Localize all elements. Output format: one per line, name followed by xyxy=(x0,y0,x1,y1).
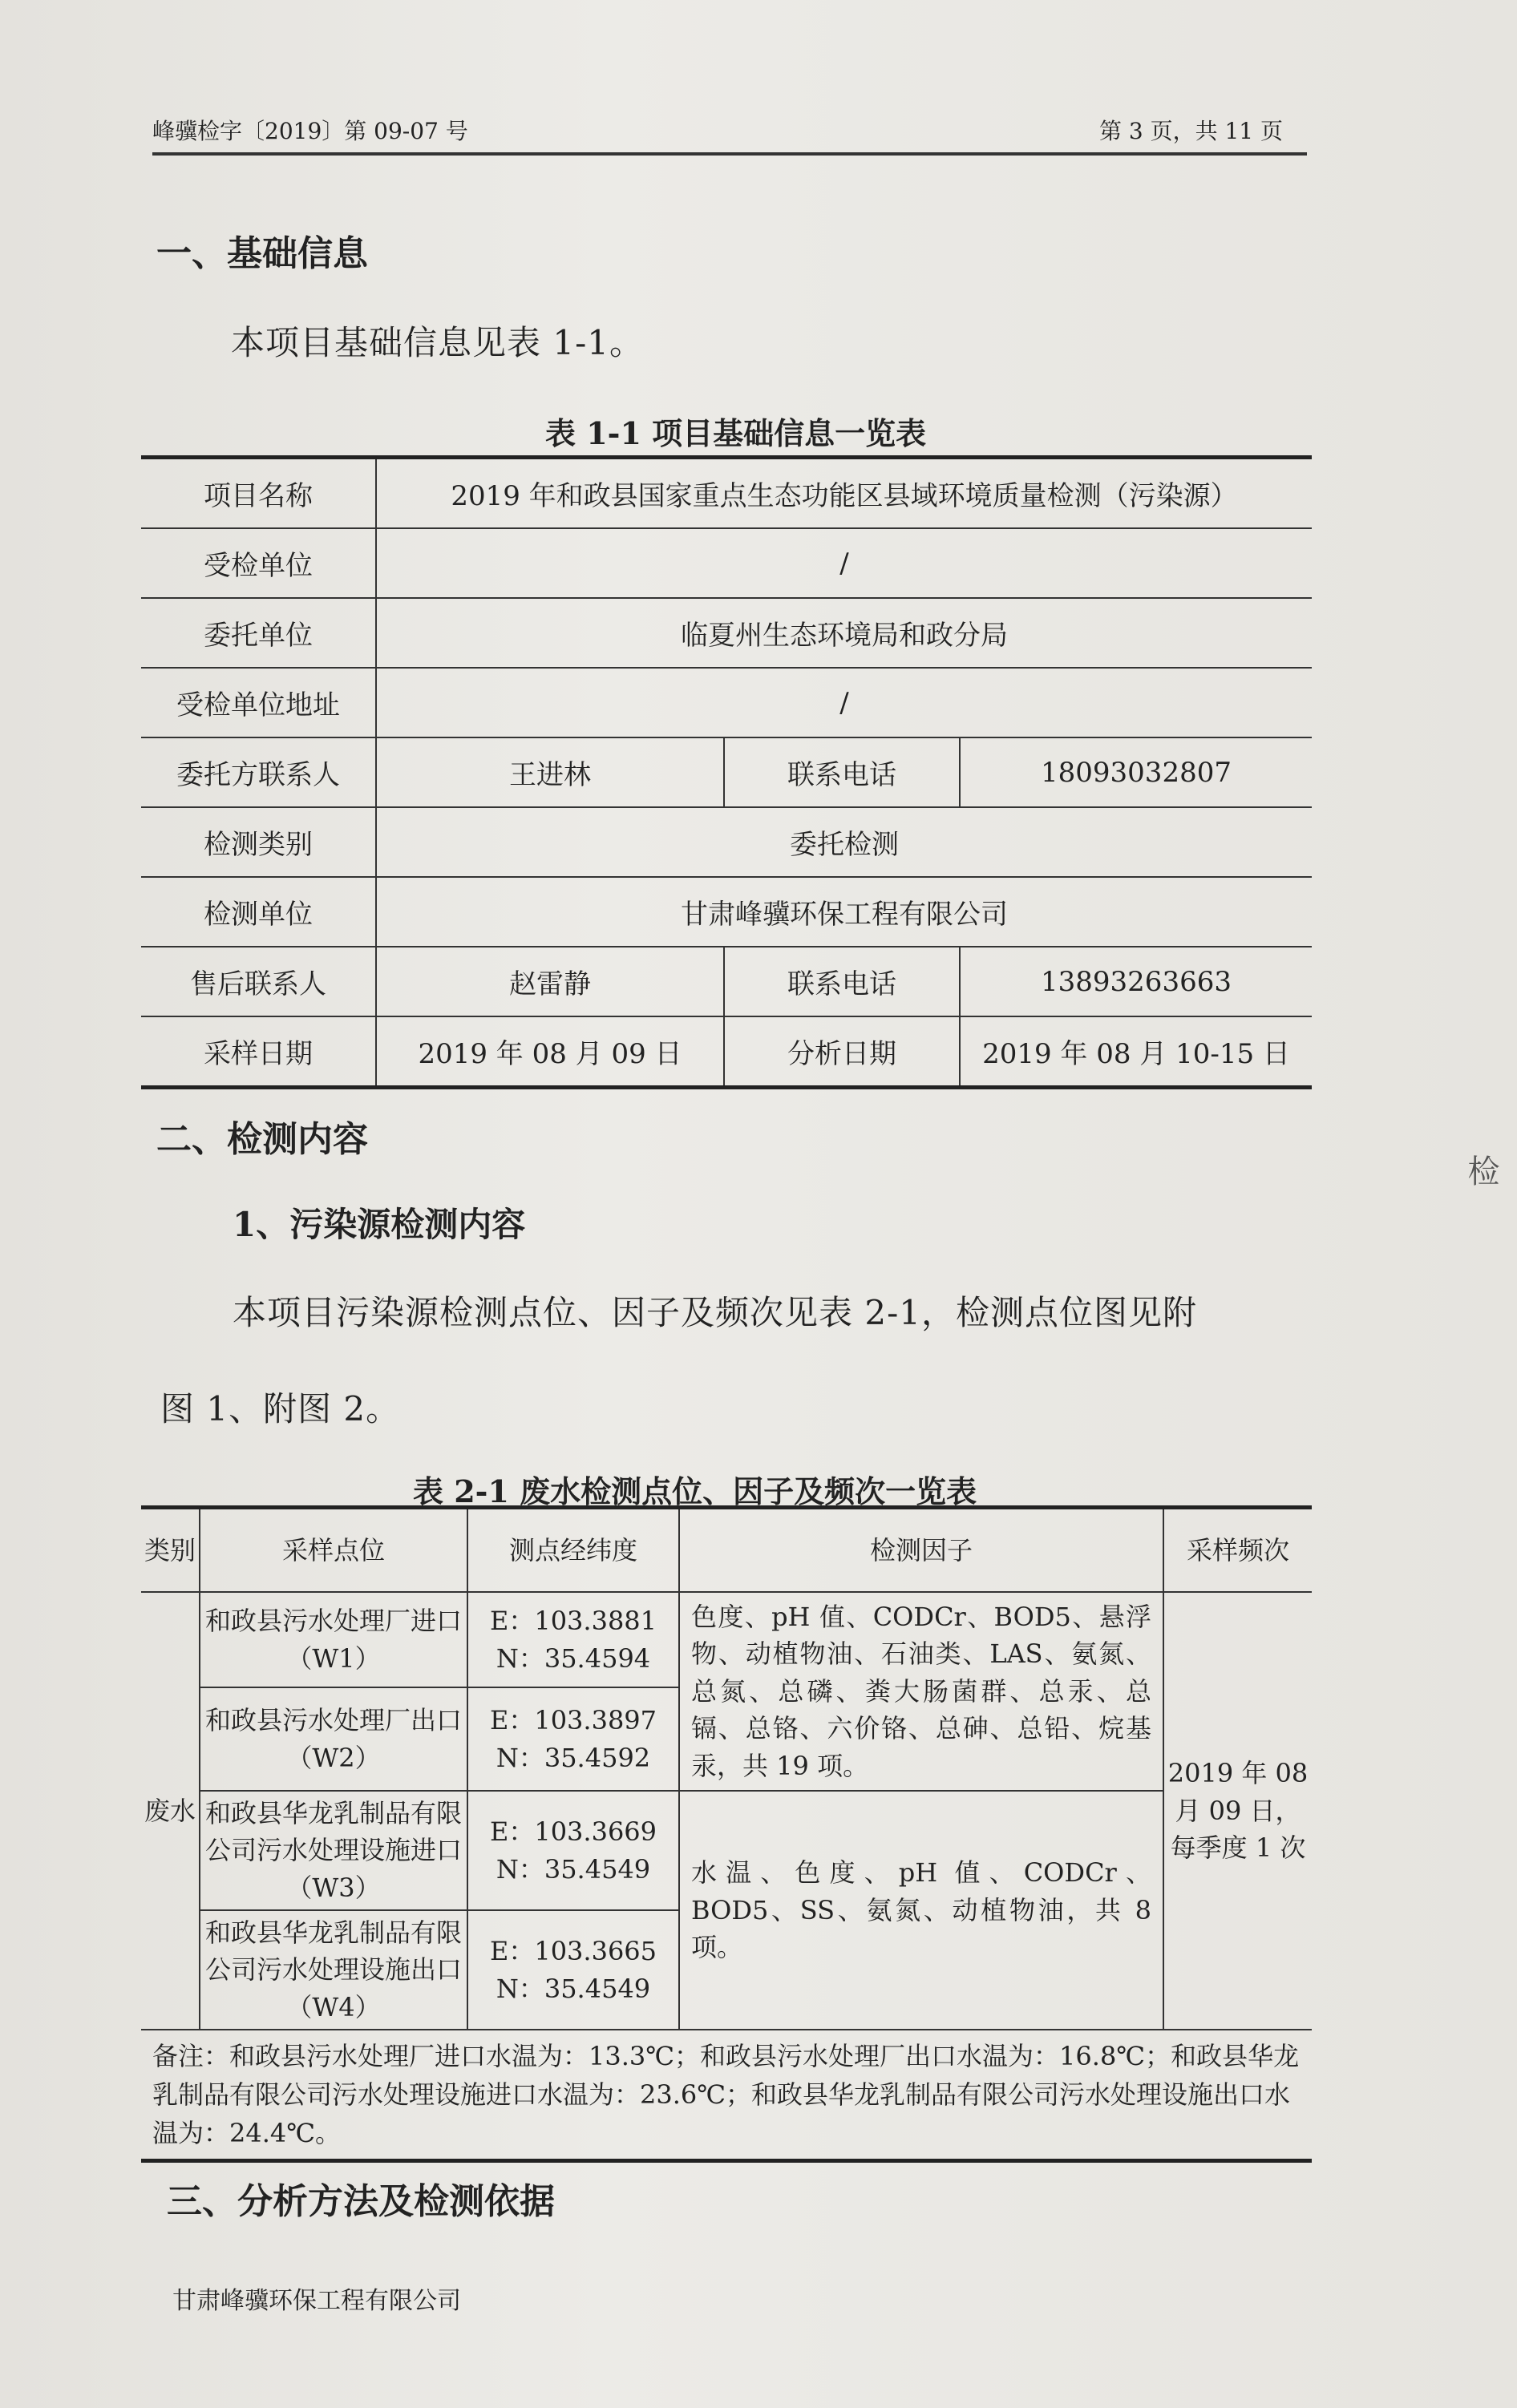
table2-caption: 表 2-1 废水检测点位、因子及频次一览表 xyxy=(413,1473,977,1509)
section2-para-line1: 本项目污染源检测点位、因子及频次见表 2-1，检测点位图见附 xyxy=(233,1293,1197,1332)
value-client-contact: 王进林 xyxy=(376,737,724,807)
table-row xyxy=(141,1592,1312,1687)
label-test-unit: 检测单位 xyxy=(141,877,376,947)
header-frequency: 采样频次 xyxy=(1163,1508,1312,1593)
point-coords xyxy=(467,1592,679,1687)
section3-title: 三、分析方法及检测依据 xyxy=(167,2181,555,2222)
section2-subtitle: 1、污染源检测内容 xyxy=(233,1205,526,1244)
table-row xyxy=(141,528,1312,598)
value-inspected-address: / xyxy=(376,668,1312,737)
factors-group2: 水温、色度、pH 值、CODCr、BOD5、SS、氨氮、动植物油，共 8 项。 xyxy=(679,1791,1163,2030)
table1-caption: 表 1-1 项目基础信息一览表 xyxy=(545,415,927,451)
table-note: 备注：和政县污水处理厂进口水温为：13.3℃；和政县污水处理厂出口水温为：16.8℃；和政县华龙乳制品有限公司污水处理设施进口水温为：23.6℃；和政县华龙乳制品有限公司污水处理设施出口水温为：24.4℃。 xyxy=(141,2030,1312,2161)
value-entrusting-unit: 临夏州生态环境局和政分局 xyxy=(376,598,1312,668)
footer-company: 甘肃峰骥环保工程有限公司 xyxy=(172,2287,461,2315)
label-entrusting-unit: 委托单位 xyxy=(141,598,376,668)
coord-e: E：103.3897 xyxy=(489,1705,657,1736)
table-row xyxy=(141,458,1312,529)
section2-title: 二、检测内容 xyxy=(156,1119,368,1160)
section1-intro: 本项目基础信息见表 1-1。 xyxy=(231,323,644,362)
value-sampling-date: 2019 年 08 月 09 日 xyxy=(376,1016,724,1088)
value-client-phone: 18093032807 xyxy=(960,737,1312,807)
coord-n: N：35.4549 xyxy=(496,1853,651,1885)
value-test-type: 委托检测 xyxy=(376,807,1312,877)
label-sampling-date: 采样日期 xyxy=(141,1016,376,1088)
side-stamp: 检 xyxy=(1462,1154,1499,1186)
label-aftersale-contact: 售后联系人 xyxy=(141,947,376,1016)
value-test-unit: 甘肃峰骥环保工程有限公司 xyxy=(376,877,1312,947)
table-row xyxy=(141,1016,1312,1088)
label-client-phone: 联系电话 xyxy=(724,737,960,807)
point-coords xyxy=(467,1910,679,2030)
note-row xyxy=(141,2030,1312,2161)
coord-e: E：103.3881 xyxy=(489,1606,657,1637)
table-row xyxy=(141,877,1312,947)
point-coords xyxy=(467,1687,679,1791)
value-analysis-date: 2019 年 08 月 10-15 日 xyxy=(960,1016,1312,1088)
point-coords xyxy=(467,1791,679,1910)
coord-e: E：103.3665 xyxy=(489,1936,657,1967)
label-client-contact: 委托方联系人 xyxy=(141,737,376,807)
section2-para-line2: 图 1、附图 2。 xyxy=(160,1389,401,1428)
coord-n: N：35.4592 xyxy=(496,1742,651,1773)
table-row xyxy=(141,737,1312,807)
value-inspected-unit: / xyxy=(376,528,1312,598)
table-row xyxy=(141,1791,1312,1910)
coord-n: N：35.4549 xyxy=(496,1973,651,2004)
page-info: 第 3 页，共 11 页 xyxy=(1098,118,1283,144)
table-header-row xyxy=(141,1508,1312,1593)
label-analysis-date: 分析日期 xyxy=(724,1016,960,1088)
page-header xyxy=(152,112,1307,156)
point-name: 和政县污水处理厂出口（W2） xyxy=(200,1687,467,1791)
point-name: 和政县污水处理厂进口（W1） xyxy=(200,1592,467,1687)
header-factors: 检测因子 xyxy=(679,1508,1163,1593)
factors-group1: 色度、pH 值、CODCr、BOD5、悬浮物、动植物油、石油类、LAS、氨氮、总氮、总磷、粪大肠菌群、总汞、总镉、总铬、六价铬、总砷、总铅、烷基汞，共 19 项。 xyxy=(679,1592,1163,1791)
coord-n: N：35.4594 xyxy=(496,1642,651,1674)
header-category: 类别 xyxy=(141,1508,200,1593)
point-name: 和政县华龙乳制品有限公司污水处理设施出口（W4） xyxy=(200,1910,467,2030)
coord-e: E：103.3669 xyxy=(489,1816,657,1848)
category-cell: 废水 xyxy=(141,1592,200,2030)
header-coords: 测点经纬度 xyxy=(467,1508,679,1593)
value-project-name: 2019 年和政县国家重点生态功能区县域环境质量检测（污染源） xyxy=(376,458,1312,529)
label-aftersale-phone: 联系电话 xyxy=(724,947,960,1016)
basic-info-table xyxy=(141,455,1312,1089)
wastewater-table xyxy=(141,1505,1312,2163)
label-inspected-unit: 受检单位 xyxy=(141,528,376,598)
label-inspected-address: 受检单位地址 xyxy=(141,668,376,737)
header-point: 采样点位 xyxy=(200,1508,467,1593)
table-row xyxy=(141,947,1312,1016)
table-row xyxy=(141,807,1312,877)
section1-title: 一、基础信息 xyxy=(156,233,368,274)
value-aftersale-contact: 赵雷静 xyxy=(376,947,724,1016)
doc-number: 峰骥检字〔2019〕第 09-07 号 xyxy=(152,118,468,144)
label-project-name: 项目名称 xyxy=(141,458,376,529)
table-row xyxy=(141,668,1312,737)
value-aftersale-phone: 13893263663 xyxy=(960,947,1312,1016)
point-name: 和政县华龙乳制品有限公司污水处理设施进口（W3） xyxy=(200,1791,467,1910)
frequency-cell: 2019 年 08 月 09 日，每季度 1 次 xyxy=(1163,1592,1312,2030)
label-test-type: 检测类别 xyxy=(141,807,376,877)
table-row xyxy=(141,598,1312,668)
